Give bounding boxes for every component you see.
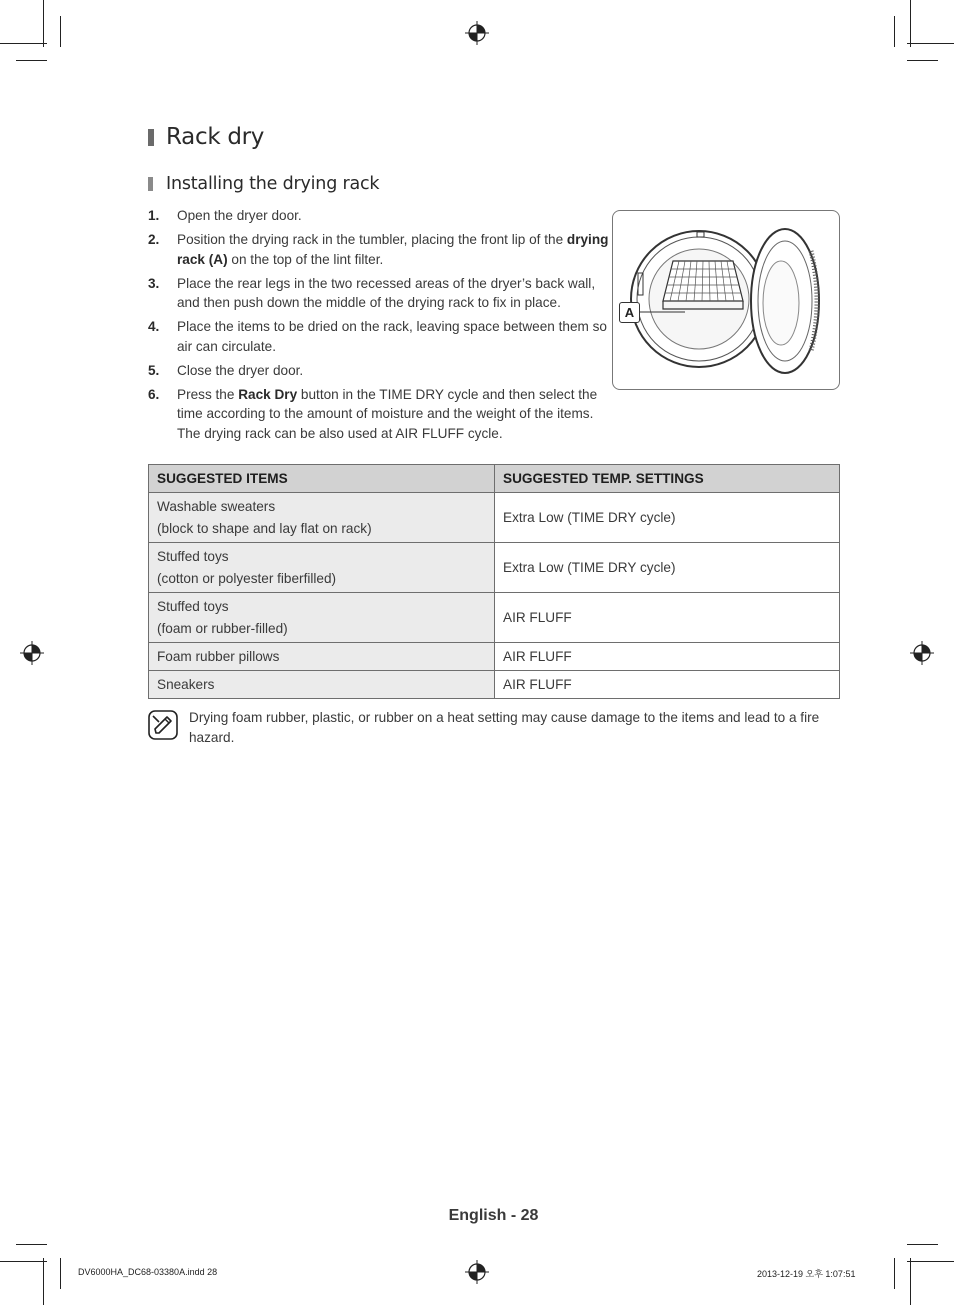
item-cell: [149, 643, 495, 671]
print-slug-date: 2013-12-19 오후 1:07:51: [757, 1269, 856, 1279]
item-cell: [149, 543, 495, 593]
item-cell: [149, 593, 495, 643]
item-line: (foam or rubber-filled): [157, 620, 288, 636]
step-number: 2.: [148, 232, 160, 247]
step-text: Close the dryer door.: [177, 362, 304, 378]
step-item: [148, 317, 613, 356]
section-title: Rack dry: [166, 124, 265, 150]
column-header-settings: SUGGESTED TEMP. SETTINGS: [495, 465, 840, 493]
page-number-label: English - 28: [448, 1207, 539, 1224]
item-line: (cotton or polyester fiberfilled): [157, 570, 337, 586]
callout-a-box: [619, 302, 640, 323]
setting-cell: AIR FLUFF: [495, 671, 840, 699]
item-line: Sneakers: [157, 676, 215, 692]
item-line: (block to shape and lay flat on rack): [157, 520, 372, 536]
setting-cell: AIR FLUFF: [495, 593, 840, 643]
step-number: 1.: [148, 208, 160, 223]
step-item: [148, 274, 613, 313]
step-item: [148, 206, 613, 226]
page-footer: [0, 1207, 954, 1225]
step-number: 5.: [148, 362, 160, 378]
item-line: Stuffed toys: [157, 548, 229, 564]
registration-crosshair-icon: [20, 641, 44, 665]
step-item: [148, 385, 613, 444]
subsection-title: Installing the drying rack: [166, 174, 380, 194]
setting-cell: Extra Low (TIME DRY cycle): [495, 493, 840, 543]
step-number: 6.: [148, 386, 160, 402]
step-text: Position the drying rack in the tumbler, placing the front lip of the: [177, 232, 567, 247]
callout-a-label: A: [624, 305, 635, 320]
item-line: Stuffed toys: [157, 598, 229, 614]
table-row: [149, 593, 840, 643]
note-pencil-icon: [148, 710, 178, 740]
step-text: Press the: [177, 386, 239, 402]
suggested-items-table: [148, 464, 840, 699]
note-text: Drying foam rubber, plastic, or rubber on a heat setting may cause damage to the items and lead to a fire hazard.: [189, 710, 820, 745]
table-header-row: [149, 465, 840, 493]
table-row: [149, 543, 840, 593]
step-item: [148, 230, 613, 269]
registration-crosshair-icon: [465, 1260, 489, 1284]
table-row: [149, 643, 840, 671]
step-bold-text: Rack Dry: [238, 386, 298, 402]
dryer-with-drying-rack-illustration: [613, 211, 839, 389]
column-header-items: SUGGESTED ITEMS: [149, 465, 495, 493]
instruction-steps: [148, 206, 613, 448]
setting-cell: Extra Low (TIME DRY cycle): [495, 543, 840, 593]
dryer-rack-figure: [612, 210, 840, 390]
registration-crosshair-icon: [910, 641, 934, 665]
step-number: 3.: [148, 275, 160, 291]
subsection-heading: [148, 172, 379, 196]
section-heading: [148, 122, 264, 152]
item-line: Foam rubber pillows: [157, 648, 280, 664]
item-cell: [149, 493, 495, 543]
step-bold-text: drying rack (A): [177, 232, 609, 267]
print-slug-file: DV6000HA_DC68-03380A.indd 28: [78, 1267, 218, 1277]
step-text: Open the dryer door.: [177, 208, 302, 223]
table-row: [149, 493, 840, 543]
step-text: Place the rear legs in the two recessed areas of the dryer’s back wall, and then push down the middle of the drying rack to fix in place.: [177, 275, 596, 310]
table-row: [149, 671, 840, 699]
step-text: button in the TIME DRY cycle and then select the time according to the amount of moisture and the weight of the items. The drying rack can be also used at AIR FLUFF cycle.: [177, 386, 598, 441]
step-number: 4.: [148, 319, 160, 334]
step-text: Place the items to be dried on the rack, leaving space between them so air can circulate.: [177, 319, 607, 354]
setting-cell: AIR FLUFF: [495, 643, 840, 671]
step-item: [148, 361, 613, 381]
heading-bar: [148, 129, 154, 146]
registration-crosshair-icon: [465, 21, 489, 45]
item-line: Washable sweaters: [157, 498, 276, 514]
item-cell: [149, 671, 495, 699]
step-text: on the top of the lint filter.: [227, 251, 384, 267]
subheading-bar: [148, 177, 153, 191]
